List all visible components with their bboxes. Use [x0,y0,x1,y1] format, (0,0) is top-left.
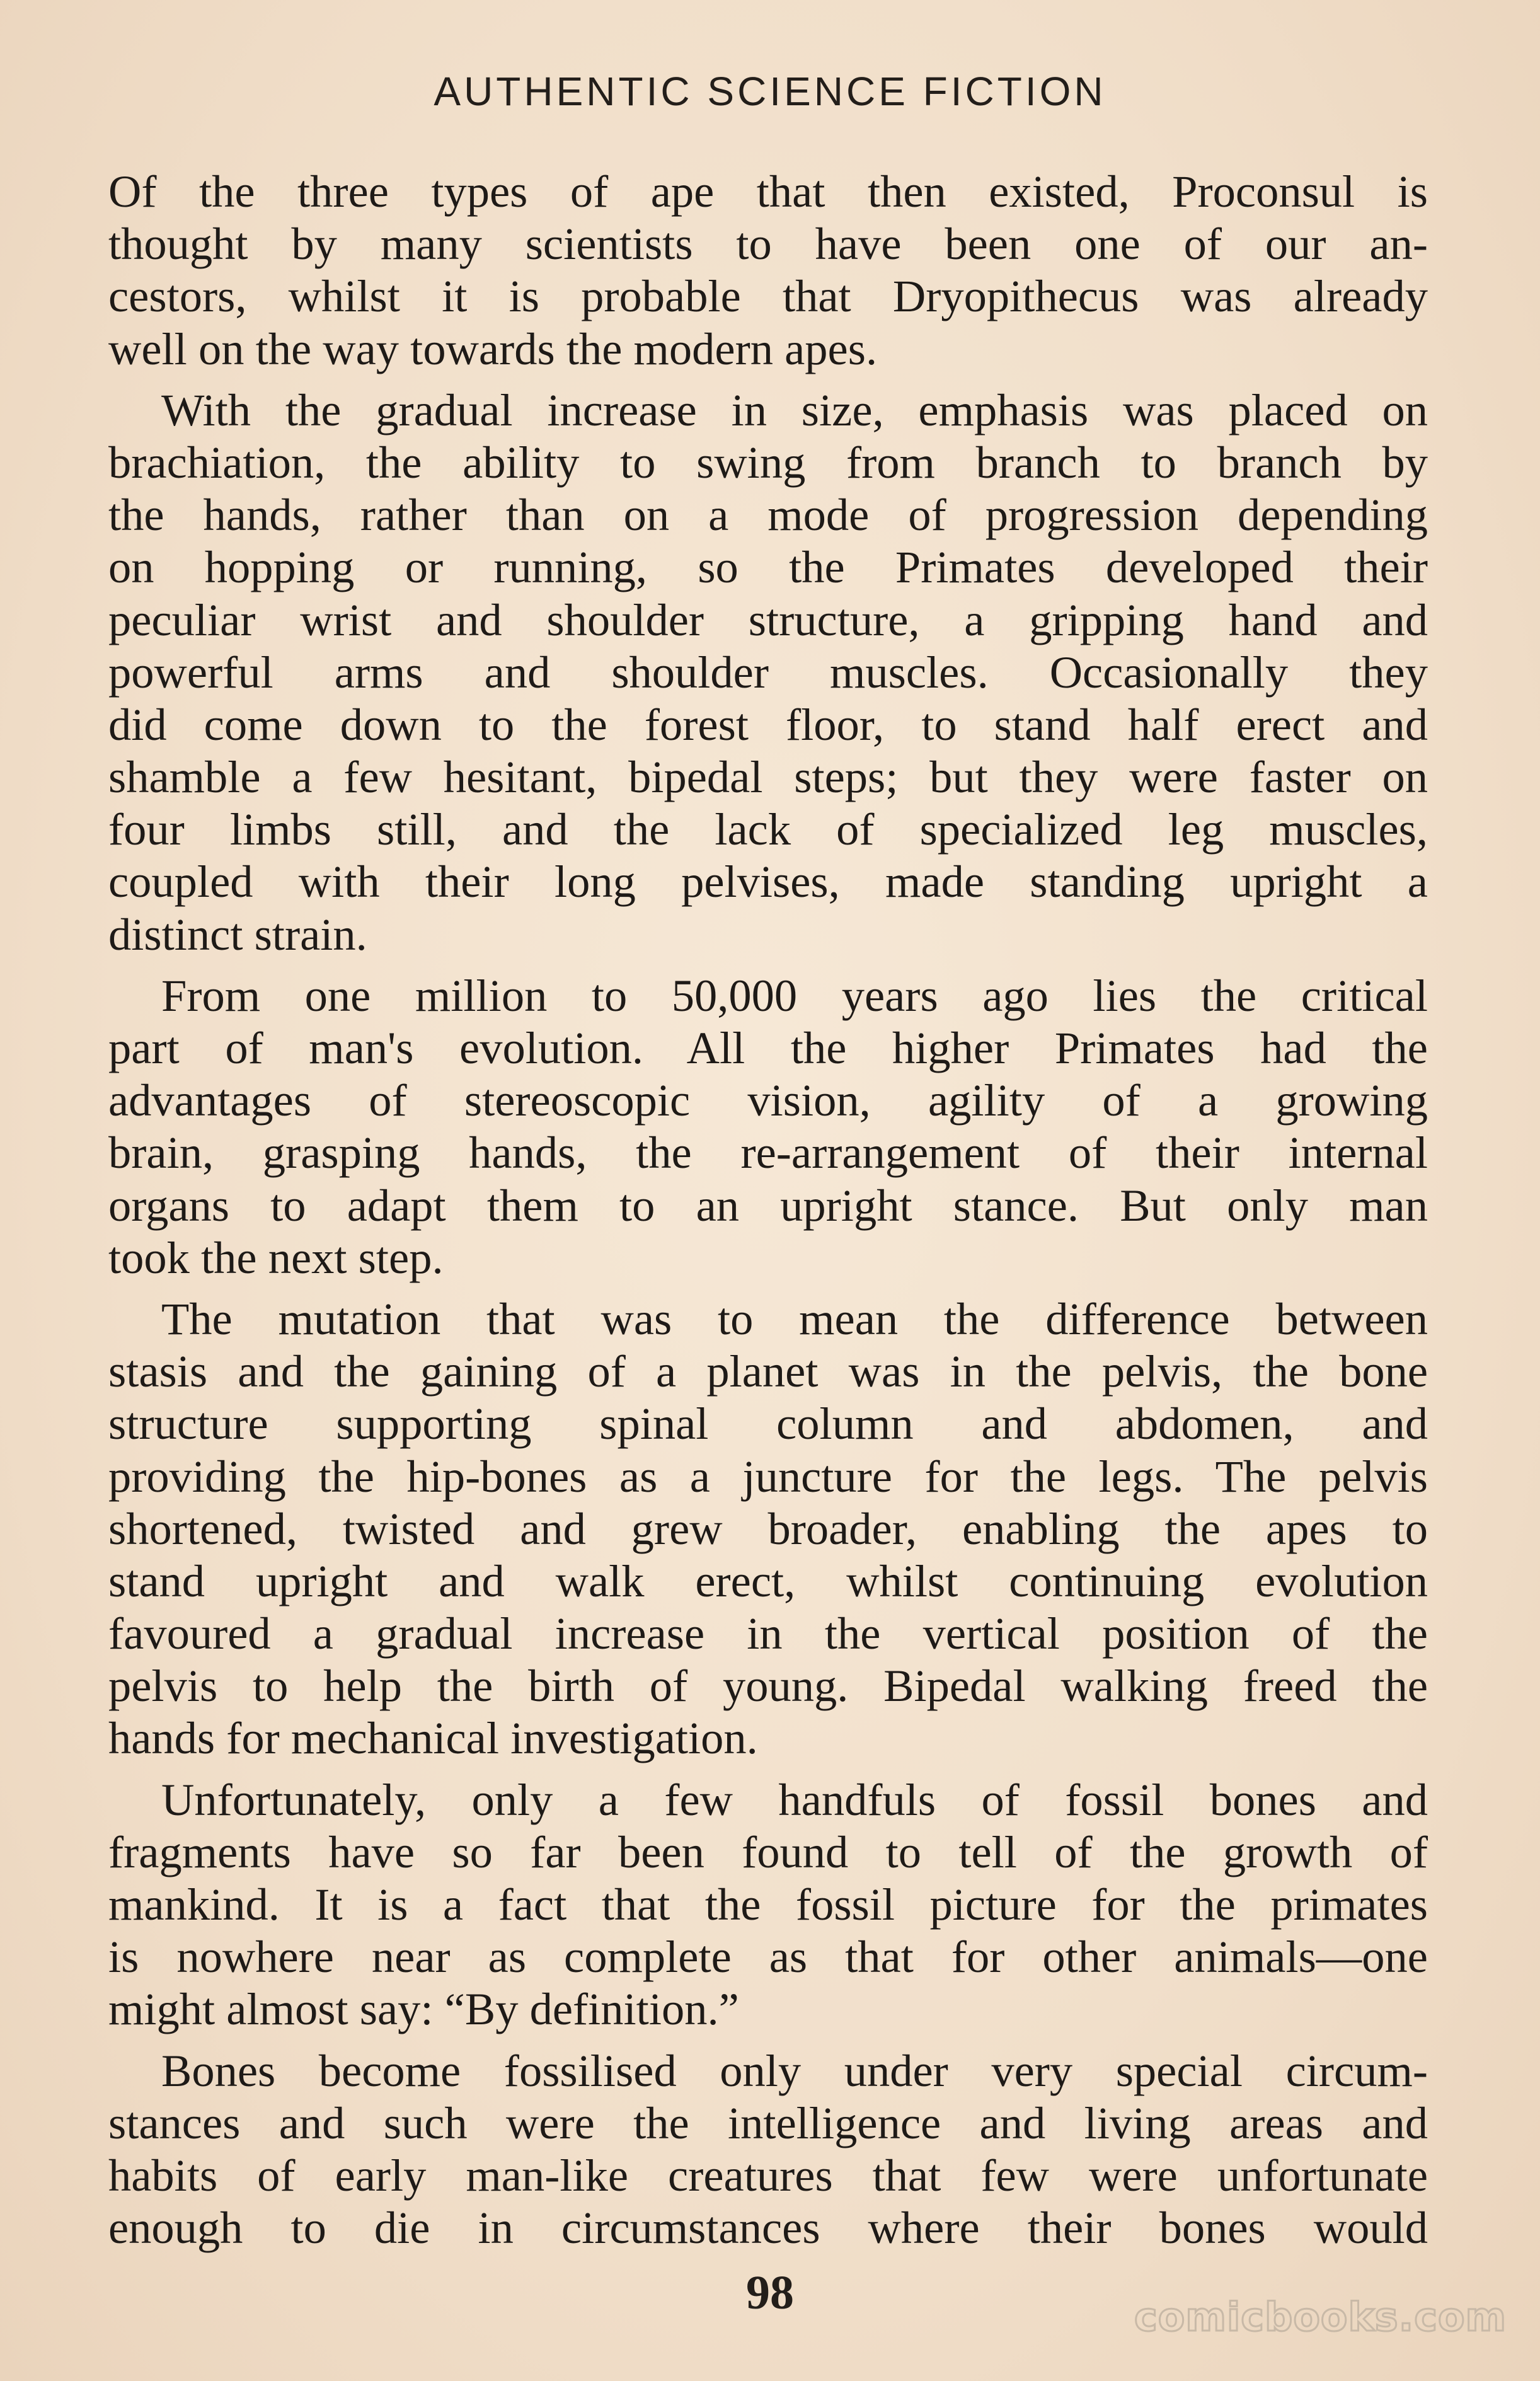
watermark-logo: comicbooks.com [1134,2294,1507,2340]
text-line: brachiation, the ability to swing from branch to branch by [108,436,1428,488]
text-line: providing the hip-bones as a juncture for the legs. The pelvis [108,1450,1428,1502]
text-line: hands for mechanical investigation. [108,1712,758,1764]
text-line: the hands, rather than on a mode of progression depending [108,489,1428,541]
text-line: organs to adapt them to an upright stance. But only man [108,1179,1428,1231]
text-line: Bones become fossilised only under very special circum- [161,2044,1428,2096]
text-line: thought by many scientists to have been one of our an- [108,218,1428,270]
text-line: From one million to 50,000 years ago lies the critical [161,969,1428,1021]
text-line: stand upright and walk erect, whilst continuing evolution [108,1555,1428,1606]
text-line: did come down to the forest floor, to stand half erect and [108,698,1428,750]
paragraph [108,969,1428,1284]
text-line: peculiar wrist and shoulder structure, a gripping hand and [108,594,1428,645]
text-line: well on the way towards the modern apes. [108,323,878,374]
paragraph [108,1773,1428,2036]
text-line: shamble a few hesitant, bipedal steps; but they were faster on [108,751,1428,803]
text-line: part of man's evolution. All the higher Primates had the [108,1022,1428,1073]
paragraph [108,2044,1428,2254]
paragraph [108,384,1428,960]
text-line: might almost say: “By definition.” [108,1983,739,2035]
text-line: The mutation that was to mean the difference between [161,1293,1428,1344]
text-line: on hopping or running, so the Primates developed their [108,541,1428,593]
text-line: structure supporting spinal column and abdomen, and [108,1398,1428,1450]
text-line: With the gradual increase in size, emphasis was placed on [161,384,1428,435]
text-line: is nowhere near as complete as that for other animals—one [108,1931,1428,1983]
text-line: brain, grasping hands, the re-arrangement of their internal [108,1127,1428,1179]
text-line: four limbs still, and the lack of specialized leg muscles, [108,804,1428,855]
text-line: coupled with their long pelvises, made standing upright a [108,856,1428,908]
text-line: stances and such were the intelligence and living areas and [108,2097,1428,2148]
running-head: AUTHENTIC SCIENCE FICTION [434,69,1106,114]
text-line: distinct strain. [108,908,367,960]
page-number: 98 [746,2266,794,2319]
text-line: Unfortunately, only a few handfuls of fossil bones and [161,1773,1428,1825]
text-line: powerful arms and shoulder muscles. Occasionally they [108,646,1428,698]
text-line: advantages of stereoscopic vision, agility of a growing [108,1075,1428,1126]
text-line: fragments have so far been found to tell of the growth of [108,1826,1428,1877]
paragraph [108,165,1428,375]
text-line: stasis and the gaining of a planet was in the pelvis, the bone [108,1346,1428,1397]
body-text [108,165,1428,2263]
text-line: took the next step. [108,1231,444,1283]
text-line: cestors, whilst it is probable that Dryopithecus was already [108,270,1428,322]
text-line: favoured a gradual increase in the vertical position of the [108,1608,1428,1659]
text-line: Of the three types of ape that then existed, Proconsul is [108,166,1428,217]
text-line: enough to die in circumstances where their bones would [108,2202,1428,2254]
text-line: pelvis to help the birth of young. Bipedal walking freed the [108,1660,1428,1712]
text-line: habits of early man-like creatures that few were unfortunate [108,2149,1428,2201]
paragraph [108,1293,1428,1765]
text-line: mankind. It is a fact that the fossil picture for the primates [108,1879,1428,1930]
text-line: shortened, twisted and grew broader, enabling the apes to [108,1502,1428,1554]
